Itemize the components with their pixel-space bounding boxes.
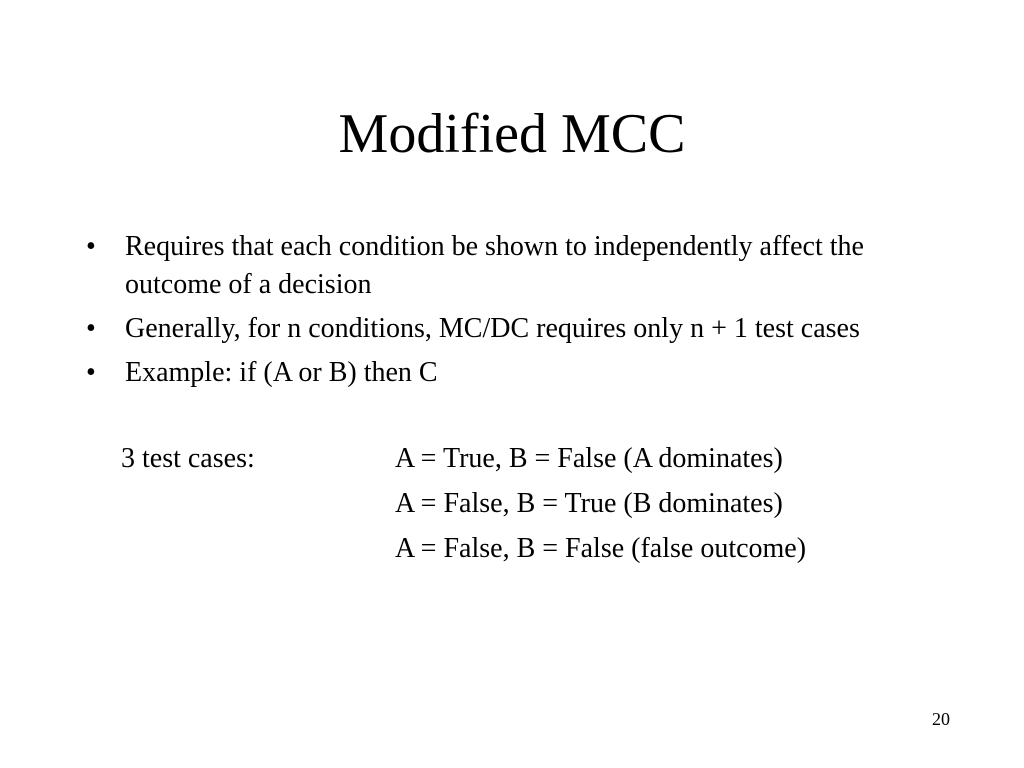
- test-case-text: A = False, B = False (false outcome): [395, 533, 807, 564]
- bullet-text: Example: if (A or B) then C: [125, 357, 438, 388]
- bullet-item: [86, 228, 916, 304]
- bullet-item: [86, 310, 916, 348]
- bullet-text: Requires that each condition be shown to independently affect the outcome of a decision: [125, 231, 864, 300]
- bullet-marker: •: [86, 313, 96, 344]
- bullet-list: [86, 228, 916, 398]
- page-number: 20: [932, 709, 950, 729]
- slide-title: Modified MCC: [338, 103, 686, 165]
- test-case-text: A = False, B = True (B dominates): [395, 488, 783, 519]
- bullet-marker: •: [86, 231, 96, 262]
- test-case-text: A = True, B = False (A dominates): [395, 443, 783, 474]
- bullet-marker: •: [86, 357, 96, 388]
- bullet-item: [86, 354, 916, 392]
- bullet-text: Generally, for n conditions, MC/DC requires only n + 1 test cases: [125, 313, 860, 344]
- test-cases-label: 3 test cases:: [121, 443, 255, 474]
